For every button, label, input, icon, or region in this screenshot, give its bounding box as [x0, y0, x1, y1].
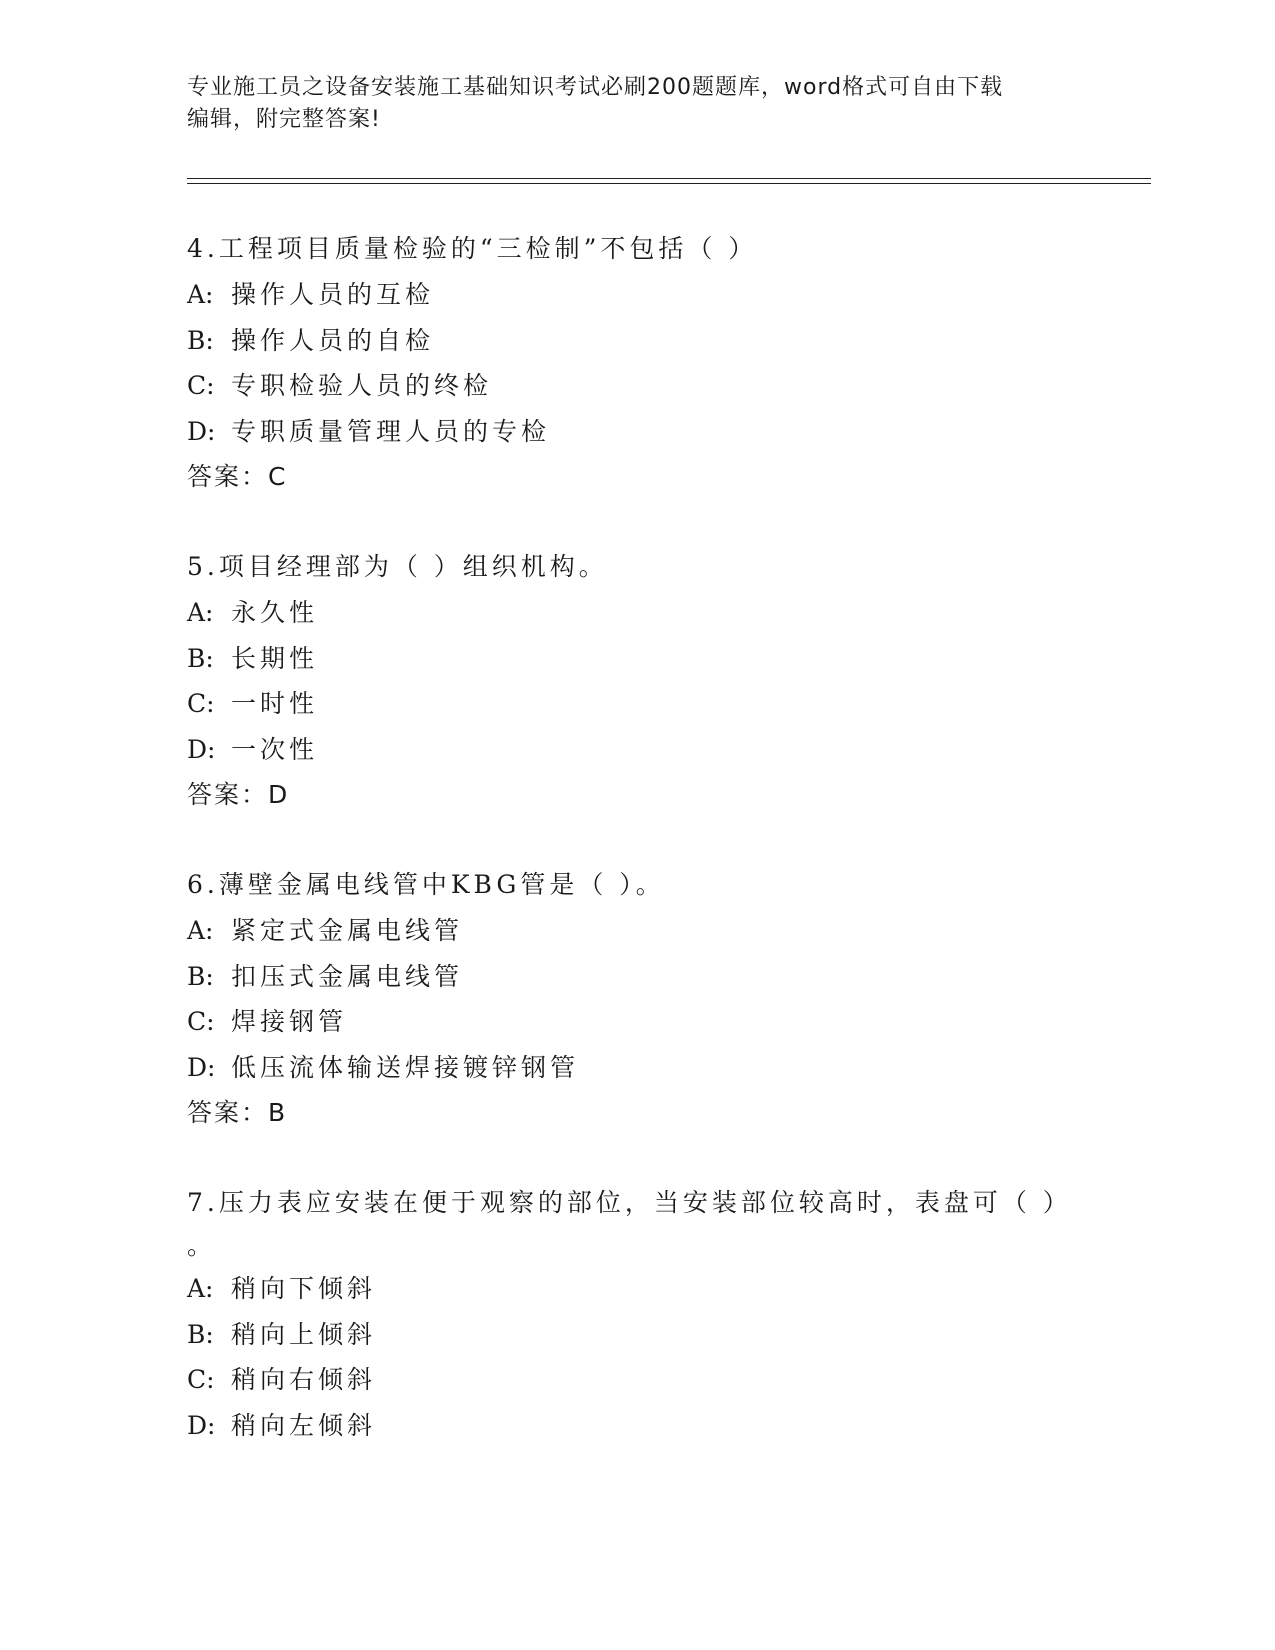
option-text: 稍向上倾斜	[231, 1319, 377, 1349]
option-c	[187, 363, 1087, 409]
answer-line: 答案：B	[187, 1098, 288, 1127]
option-key: C:	[187, 1007, 215, 1036]
option-text: 扣压式金属电线管	[231, 961, 464, 991]
option-key: B:	[187, 325, 214, 355]
header-divider-top	[187, 178, 1151, 179]
option-text: 稍向右倾斜	[231, 1365, 377, 1394]
answer-line: 答案：C	[187, 462, 288, 491]
option-key: C:	[187, 371, 215, 400]
option-text: 长期性	[231, 643, 319, 673]
option-text: 紧定式金属电线管	[231, 916, 464, 945]
question-stem: 7.压力表应安装在便于观察的部位，当安装部位较高时，表盘可（ ）	[187, 1188, 1072, 1217]
question-stem-continuation: 。	[187, 1231, 213, 1260]
option-key: D:	[187, 1410, 216, 1440]
option-text: 永久性	[231, 598, 319, 627]
option-text: 一次性	[231, 734, 319, 764]
option-b	[187, 954, 1087, 1000]
option-key: D:	[187, 416, 216, 446]
option-d	[187, 727, 1087, 773]
question-stem: 5.项目经理部为（ ）组织机构。	[187, 552, 608, 581]
option-text: 专职质量管理人员的专检	[231, 416, 551, 446]
option-c	[187, 681, 1087, 727]
question-5	[187, 544, 1087, 818]
option-text: 操作人员的自检	[231, 325, 435, 355]
option-text: 焊接钢管	[231, 1007, 348, 1036]
option-a	[187, 1266, 1087, 1312]
option-a	[187, 272, 1087, 318]
option-key: A:	[187, 916, 214, 945]
option-key: C:	[187, 689, 215, 718]
option-text: 低压流体输送焊接镀锌钢管	[231, 1052, 580, 1082]
option-c	[187, 999, 1087, 1045]
option-text: 稍向左倾斜	[231, 1410, 377, 1440]
option-b	[187, 636, 1087, 682]
option-key: D:	[187, 1052, 216, 1082]
option-key: A:	[187, 598, 214, 627]
question-stem: 4.工程项目质量检验的“三检制”不包括（ ）	[187, 234, 758, 263]
option-b	[187, 1312, 1087, 1358]
option-key: A:	[187, 1274, 214, 1303]
option-d	[187, 1403, 1087, 1449]
option-key: B:	[187, 1319, 214, 1349]
option-key: C:	[187, 1365, 215, 1394]
option-text: 稍向下倾斜	[231, 1274, 377, 1303]
option-d	[187, 1045, 1087, 1091]
option-text: 操作人员的互检	[231, 280, 435, 309]
option-a	[187, 590, 1087, 636]
header-title-line-2: 编辑，附完整答案!	[187, 107, 381, 132]
question-7	[187, 1180, 1087, 1448]
option-c	[187, 1357, 1087, 1403]
option-key: D:	[187, 734, 216, 764]
option-d	[187, 409, 1087, 455]
header-title-line-1: 专业施工员之设备安装施工基础知识考试必刷200题题库，word格式可自由下载	[187, 75, 1004, 100]
option-text: 专职检验人员的终检	[231, 371, 493, 400]
header-divider-bottom	[187, 183, 1151, 184]
document-header	[187, 72, 1067, 136]
option-key: A:	[187, 280, 214, 309]
option-text: 一时性	[231, 689, 319, 718]
answer-line: 答案：D	[187, 780, 290, 809]
option-a	[187, 908, 1087, 954]
option-key: B:	[187, 643, 214, 673]
question-4	[187, 226, 1087, 500]
question-6	[187, 862, 1087, 1136]
question-stem: 6.薄壁金属电线管中KBG管是（ ）。	[187, 870, 665, 899]
option-b	[187, 318, 1087, 364]
option-key: B:	[187, 961, 214, 991]
